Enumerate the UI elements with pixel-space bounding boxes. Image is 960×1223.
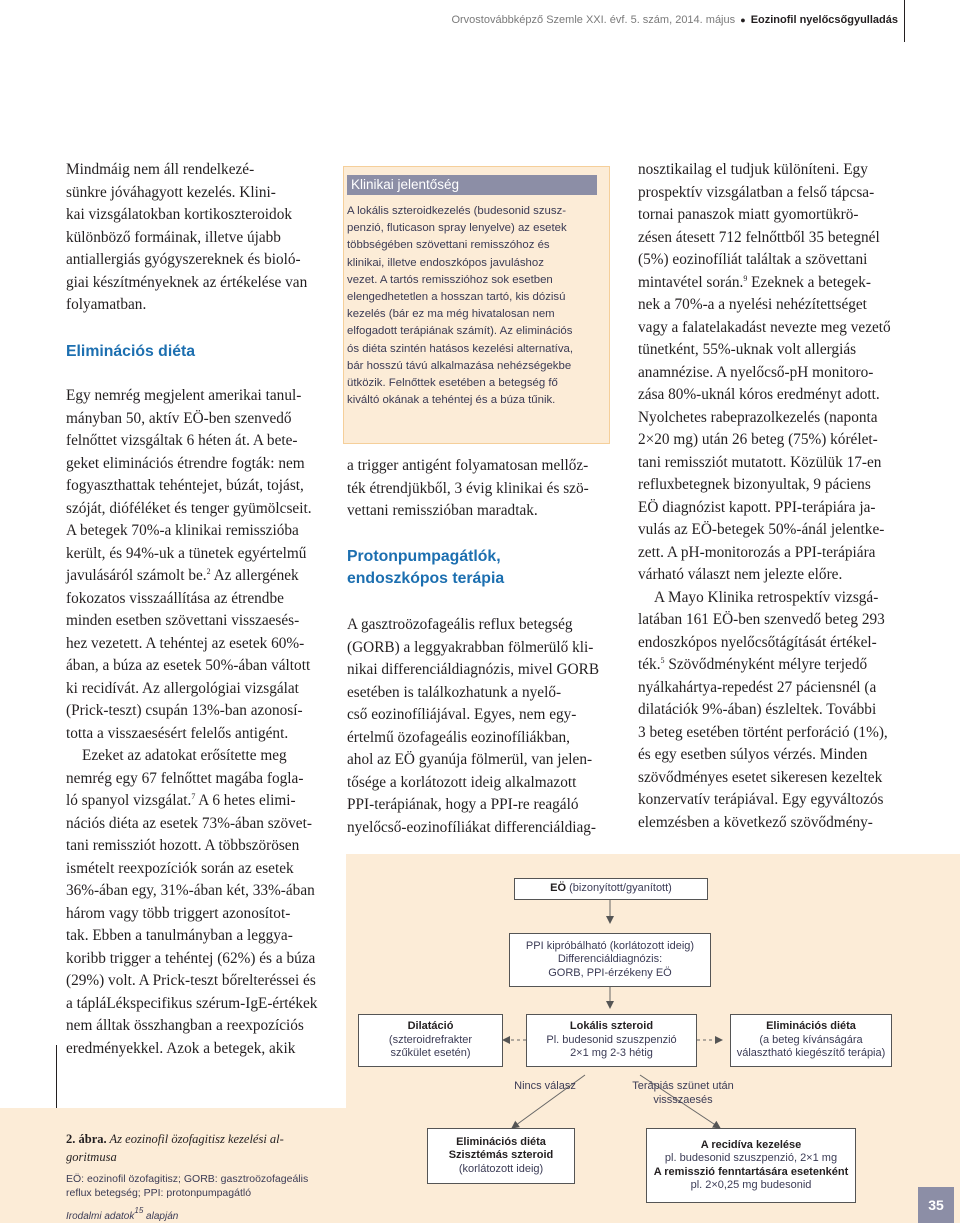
text-line: vettani remisszióban maradtak. bbox=[347, 502, 538, 519]
label-relapse-after-pause bbox=[618, 1080, 748, 1107]
text-line: mányban 50, aktív EÖ-ben szenvedő bbox=[66, 409, 292, 427]
caption-line: reflux betegség; PPI: protonpumpagátló bbox=[66, 1187, 252, 1199]
text-line: EÖ diagnózist kapott. PPI-terápiára ja- bbox=[638, 498, 876, 516]
text-line: antiallergiás gyógyszereknek és bioló- bbox=[66, 251, 301, 268]
text-line: fokozatos visszaállítása az étrendbe bbox=[66, 589, 284, 607]
box-line: 2×1 mg 2-3 hétig bbox=[570, 1047, 653, 1060]
text-segment: mintavétel során. bbox=[638, 273, 744, 291]
figure-caption-title bbox=[66, 1130, 284, 1166]
text-segment: Ezeknek a betegek- bbox=[747, 273, 871, 291]
caption-text: Az eozinofil özofagitisz kezelési al- bbox=[106, 1132, 284, 1146]
heading-line: endoszkópos terápia bbox=[347, 570, 505, 587]
text-line: dilatációk 9%-ában) észleltek. További bbox=[638, 701, 877, 718]
caption-line: EÖ: eozinofil özofagitisz; GORB: gasztroözofageális bbox=[66, 1173, 309, 1185]
text-line: tornai panaszok miatt gyomortükrö- bbox=[638, 206, 859, 223]
box-ppi-trial bbox=[509, 933, 711, 987]
text-line: ahol az EÖ gyanúja fölmerül, van jelen- bbox=[347, 751, 593, 768]
header-bullet: ● bbox=[740, 15, 746, 25]
text-line: nyálkahártya-repedést 27 páciensnél (a bbox=[638, 678, 877, 696]
text-line: vagy a falatelakadást nevezte meg vezető bbox=[638, 318, 891, 336]
text-line: endoszkópos nyelőcsőtágítását értékel- bbox=[638, 633, 877, 651]
text-segment: ló spanyol vizsgálat. bbox=[66, 792, 192, 809]
text-line: (GORB) a leggyakrabban fölmerülő kli- bbox=[347, 638, 594, 656]
text-line: ismételt reexpozíciók során az esetek bbox=[66, 859, 294, 877]
reference-marker: 5 bbox=[660, 656, 665, 665]
text-line: 3 beteg esetében történt perforáció (1%), bbox=[638, 723, 888, 741]
box-line: PPI kipróbálható (korlátozott ideig) bbox=[525, 939, 695, 952]
text-line: anamnézise. A nyelőcső-pH monitoro- bbox=[638, 363, 874, 381]
text-line: totta a visszaesésért felelős antigént. bbox=[66, 724, 289, 742]
box-elimination-diet bbox=[730, 1014, 892, 1067]
text-line: tani remissziót mutatott. Közülük 17-en bbox=[638, 453, 882, 471]
box-title: Dilatáció bbox=[407, 1020, 454, 1033]
text-line: elfogadott terápiának számít). Az eliminációs bbox=[347, 325, 573, 338]
text-line: prospektív vizsgálatban a felső tápcsa- bbox=[638, 183, 875, 201]
box-local-steroid bbox=[526, 1014, 697, 1067]
text-line: cső eozinofíliájával. Egyes, nem egy- bbox=[347, 706, 577, 723]
text-line: klinikai, illetve endoszkópos javuláshoz bbox=[347, 256, 544, 269]
text-line: Nyolchetes rabeprazolkezelés (naponta bbox=[638, 408, 878, 426]
caption-text: goritmusa bbox=[66, 1150, 117, 1164]
text-line: különböző formáinak, illetve újabb bbox=[66, 228, 281, 246]
text-line: minden esetben szövettani visszaesés- bbox=[66, 612, 300, 629]
text-line: nikai differenciáldiagnózis, mivel GORB bbox=[347, 661, 600, 678]
text-line: konzervatív terápiával. Egy egyváltozós bbox=[638, 791, 884, 808]
heading-line: Protonpumpagátlók, bbox=[347, 548, 501, 565]
text-line: a tápláLékspecifikus szérum-IgE-értékek bbox=[66, 994, 318, 1012]
text-line: kiváltó okának a tehéntej és a búza tűnik. bbox=[347, 394, 556, 407]
box-line: GORB, PPI-érzékeny EÖ bbox=[548, 966, 672, 979]
text-line: koribb trigger a tehéntej (62%) és a búza bbox=[66, 949, 316, 967]
text-line: refluxbetegnek bizonyultak, 9 páciens bbox=[638, 476, 871, 493]
text-line: bár hosszú távú alkalmazása nehézségekbe bbox=[347, 359, 572, 372]
box-line: Pl. budesonid szuszpenzió bbox=[546, 1033, 677, 1046]
text-line: tak. Ebben a tanulmányban a leggya- bbox=[66, 927, 293, 944]
box-line: választható kiegészítő terápia) bbox=[736, 1047, 886, 1060]
text-line: (5%) eozinofíliát találtak a szövettani bbox=[638, 251, 868, 268]
reference-marker: 15 bbox=[134, 1206, 144, 1215]
text-line: elengedhetetlen a hosszan tartó, kis dózisú bbox=[347, 291, 566, 304]
text-line: fogyaszthattak tehéntejet, búzát, tojást, bbox=[66, 477, 304, 494]
text-line: a trigger antigént folyamatosan mellőz- bbox=[347, 457, 589, 474]
text-line: vulás az EÖ-betegek 50%-ánál jelentke- bbox=[638, 521, 885, 538]
box-dilatation bbox=[358, 1014, 503, 1067]
box-line: pl. budesonid szuszpenzió, 2×1 mg bbox=[664, 1152, 838, 1164]
text-line: nosztikailag el tudjuk különíteni. Egy bbox=[638, 161, 868, 178]
box-relapse-treatment bbox=[646, 1128, 856, 1203]
text-line: tősége a korlátozott ideig alkalmazott bbox=[347, 773, 577, 791]
section-heading-elimination-diet: Eliminációs diéta bbox=[66, 343, 196, 360]
label-line: vissszaesés bbox=[653, 1093, 713, 1106]
text-line: ában, a búza az esetek 50%-ában váltott bbox=[66, 657, 311, 674]
text-line: értelmű özofageális eozinofíliákban, bbox=[347, 728, 570, 746]
text-line: (29%) volt. A Prick-teszt bőrelteréssei és bbox=[66, 972, 316, 989]
text-line: Ezeket az adatokat erősítette meg bbox=[82, 747, 287, 764]
box-title: Eliminációs diéta bbox=[766, 1020, 856, 1033]
text-line: penzió, fluticason spray lenyelve) az esetek bbox=[347, 222, 567, 235]
text-line: kai vizsgálatokban kortikoszteroidok bbox=[66, 206, 292, 223]
text-line: vezet. A tartós remisszióhoz sok esetben bbox=[347, 273, 553, 286]
box-line: (szteroidrefrakter bbox=[388, 1033, 473, 1046]
text-line: ós diéta szintén hatásos kezelési alternatíva, bbox=[347, 342, 574, 355]
text-line: sünkre jóváhagyott kezelés. Klini- bbox=[66, 183, 276, 201]
box-line: (korlátozott ideig) bbox=[458, 1162, 544, 1175]
text-line: hez vezetett. A tehéntej az esetek 60%- bbox=[66, 634, 305, 652]
caption-line bbox=[66, 1130, 284, 1148]
text-line: tünetként, 55%-uknak volt allergiás bbox=[638, 341, 857, 358]
box-title: A remisszió fenntartására esetenként bbox=[653, 1165, 849, 1178]
text-line: ték étrendjükből, 3 évig klinikai és szö- bbox=[347, 479, 589, 497]
journal-info: Orvostovábbképző Szemle XXI. évf. 5. szám, 2014. május bbox=[451, 14, 736, 26]
text-line: három vagy több triggert azonosítot- bbox=[66, 904, 291, 922]
box-title: A recidíva kezelése bbox=[700, 1138, 802, 1151]
box-line: (a beteg kívánságára bbox=[759, 1033, 863, 1046]
text-line: került, és 94%-uk a tünetek egyértelmű bbox=[66, 544, 307, 562]
text-line: nemrég egy 67 felnőttet magába fogla- bbox=[66, 769, 304, 787]
text-line: esetében is találkozhatunk a nyelő- bbox=[347, 683, 562, 701]
source-text: Irodalmi adatok bbox=[66, 1211, 135, 1222]
text-line: nációs diéta az esetek 73%-ában szövet- bbox=[66, 814, 312, 832]
reference-marker: 7 bbox=[191, 792, 196, 801]
source-text: alapján bbox=[143, 1211, 179, 1222]
text-line: nyelőcső-eozinofíliákat differenciáldiag- bbox=[347, 818, 597, 836]
text-line: latában 161 EÖ-ben szenvedő beteg 293 bbox=[638, 611, 885, 628]
text-segment: Szövődményként mélyre terjedő bbox=[664, 656, 868, 673]
text-line: giai készítményeknek az értékelése van bbox=[66, 273, 308, 291]
text-segment: A 6 hetes elimi- bbox=[195, 792, 296, 809]
box-title: Eliminációs diéta bbox=[456, 1135, 546, 1148]
text-line: 2×20 mg) után 26 beteg (75%) kórélet- bbox=[638, 431, 878, 448]
box-bold-term: EÖ bbox=[550, 882, 567, 895]
text-line: nek a 70%-a a nyelési nehézítettséget bbox=[638, 296, 867, 313]
text-line: eredményekkel. Azok a betegek, akik bbox=[66, 1039, 296, 1057]
text-line: PPI-terápiának, hogy a PPI-re reagáló bbox=[347, 796, 579, 813]
text-line: zása 80%-uknál kóros eredményt adott. bbox=[638, 386, 880, 403]
text-line: A Mayo Klinika retrospektív vizsgá- bbox=[654, 588, 879, 606]
text-segment: javulásáról számolt be. bbox=[66, 567, 207, 584]
reference-marker: 2 bbox=[206, 567, 211, 576]
text-line: szóját, dióféléket és tenger gyümölcseit. bbox=[66, 499, 312, 517]
figure-abbreviations bbox=[66, 1172, 308, 1200]
text-line: tani remissziót hozott. A többszörösen bbox=[66, 837, 300, 854]
article-topic: Eozinofil nyelőcsőgyulladás bbox=[750, 14, 898, 26]
text-line: zésen átesett 712 felnőttből 35 betegnél bbox=[638, 228, 880, 246]
text-line: várható választ nem jelezte előre. bbox=[638, 566, 843, 583]
box-text bbox=[550, 882, 672, 896]
box-line: pl. 2×0,25 mg budesonid bbox=[690, 1179, 812, 1191]
text-line: A betegek 70%-a klinikai remisszióba bbox=[66, 522, 299, 539]
text-line: ki recidívát. Az allergológiai vizsgálat bbox=[66, 679, 299, 697]
box-line: szűkület esetén) bbox=[390, 1047, 471, 1060]
caption-line bbox=[66, 1148, 284, 1166]
text-line: kezelés (bár ez ma még hivatalosan nem bbox=[347, 308, 555, 321]
text-line: elemzésben a következő szövődmény- bbox=[638, 813, 873, 831]
label-line: Terápiás szünet után bbox=[632, 1080, 734, 1092]
text-line: Egy nemrég megjelent amerikai tanul- bbox=[66, 387, 302, 404]
text-line: szövődményes esetet sikeresen kezeltek bbox=[638, 768, 883, 786]
reference-marker: 9 bbox=[743, 273, 748, 283]
box-title: Lokális szteroid bbox=[569, 1020, 654, 1033]
text-segment: ték. bbox=[638, 656, 661, 673]
box-text-rest: (bizonyított/gyanított) bbox=[566, 882, 672, 895]
text-segment: Az allergének bbox=[210, 567, 299, 584]
text-line: Mindmáig nem áll rendelkezé- bbox=[66, 161, 255, 178]
box-line: Differenciáldiagnózis: bbox=[557, 953, 663, 966]
text-line: felnőttet vizsgáltak 6 héten át. A bete- bbox=[66, 432, 298, 449]
box-title: Szisztémás szteroid bbox=[448, 1149, 554, 1162]
page-number: 35 bbox=[918, 1187, 954, 1223]
text-line: A lokális szteroidkezelés (budesonid szusz- bbox=[347, 205, 567, 217]
text-line: geket eliminációs étrendre fogták: nem bbox=[66, 454, 305, 472]
text-line: zett. A pH-monitorozás a PPI-terápiára bbox=[638, 543, 876, 561]
text-line: ütközik. Felnőttek esetében a betegség fő bbox=[347, 377, 558, 390]
figure-source bbox=[66, 1206, 179, 1222]
text-line: (Prick-teszt) csupán 13%-ban azonosí- bbox=[66, 702, 303, 719]
text-line: A gasztroözofageális reflux betegség bbox=[347, 616, 573, 633]
text-line: többségében szövettani remisszóhoz és bbox=[347, 239, 550, 252]
box-eo-suspected bbox=[514, 878, 708, 900]
text-line: folyamatban. bbox=[66, 296, 147, 313]
figure-label: 2. ábra. bbox=[66, 1132, 107, 1146]
label-no-response: Nincs válasz bbox=[514, 1080, 576, 1092]
text-line: nem álltak összhangban a reexpozíciós bbox=[66, 1017, 304, 1034]
clinical-significance-title: Klinikai jelentőség bbox=[347, 175, 597, 195]
box-elim-systemic-steroid bbox=[427, 1128, 575, 1184]
text-line: és egy esetben súlyos vérzés. Minden bbox=[638, 746, 868, 763]
text-line: 36%-ában egy, 31%-ában két, 33%-ában bbox=[66, 882, 315, 899]
